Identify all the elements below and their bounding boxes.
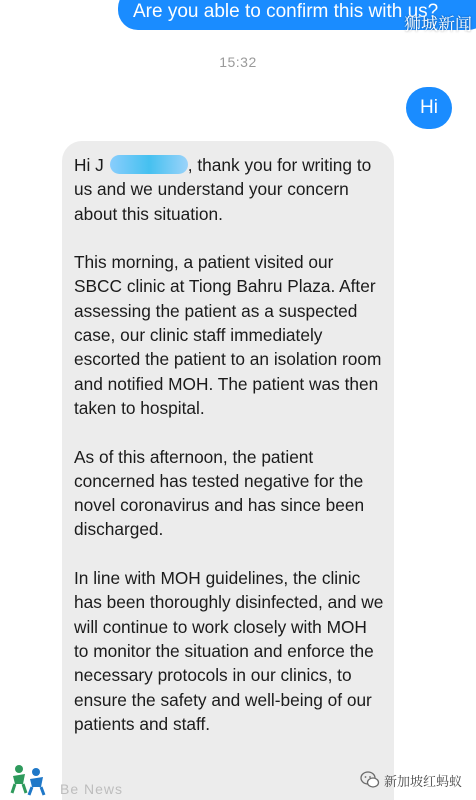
outgoing-hi-text: Hi [420,97,438,118]
watermark-bottom-left: Be News [60,781,124,797]
reply-paragraph-3: As of this afternoon, the patient concerned has tested negative for the novel coronavirus and has since been discharged. [74,446,365,540]
redaction-mark [110,155,188,174]
news-logo-icon [10,762,46,796]
watermark-bottom-right-text: 新加坡红蚂蚁 [384,773,463,789]
outgoing-message-text: Are you able to confirm this with us? [133,1,439,22]
reply-paragraph-2: This morning, a patient visited our SBCC clinic at Tiong Bahru Plaza. After assessing the patient as a suspected case, our clinic staff immediately escorted the patient to an isolation room and notified MOH. The patient was then taken to hospital. [74,252,382,418]
message-timestamp: 15:32 [219,54,257,70]
reply-paragraph-4: In line with MOH guidelines, the clinic has been thoroughly disinfected, and we will continue to work closely with MOH to monitor the situation and enforce the necessary protocols in our clinics, to ensure the safety and well-being of our patients and staff. [74,568,384,734]
outgoing-hi-bubble[interactable] [406,87,452,129]
incoming-message-bubble[interactable] [62,141,394,800]
reply-greeting-start: Hi J [74,155,104,175]
reply-greeting-end: , thank you for writing to us and we understand your concern about this situation. [74,155,372,224]
watermark-top-right: 狮城新闻 [404,15,472,34]
watermark-bottom-right [360,770,462,790]
wechat-icon [360,770,380,790]
reply-paragraph-1 [74,153,386,226]
